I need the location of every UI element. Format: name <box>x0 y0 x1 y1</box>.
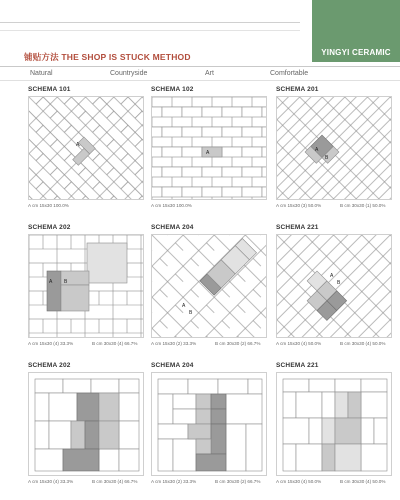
tab-comfortable: Comfortable <box>270 70 309 77</box>
brand-name: YINGYI CERAMIC <box>321 48 391 57</box>
schema-title: SCHEMA 204 <box>151 224 194 231</box>
schema-pattern <box>151 96 267 200</box>
schema-pattern <box>276 234 392 338</box>
schema-pattern <box>28 96 144 200</box>
page-heading: 铺贴方法 THE SHOP IS STUCK METHOD <box>24 52 191 62</box>
schema-title: SCHEMA 221 <box>276 362 319 369</box>
schema-caption-b: B cm 30x30 (4) 50.0% <box>340 341 386 346</box>
schema-pattern <box>151 234 267 338</box>
category-tabs <box>0 70 400 80</box>
schema-title: SCHEMA 201 <box>276 86 319 93</box>
schema-pattern <box>28 372 144 476</box>
schema-title: SCHEMA 204 <box>151 362 194 369</box>
schema-caption-a: A cm 15x30 (4) 33.3% <box>28 341 74 346</box>
schema-caption-b: B cm 30x30 (2) 66.7% <box>215 341 261 346</box>
schema-title: SCHEMA 202 <box>28 362 71 369</box>
tab-art: Art <box>205 70 214 77</box>
tile-label-a: A <box>206 150 210 156</box>
schema-pattern <box>276 372 392 476</box>
schema-title: SCHEMA 101 <box>28 86 71 93</box>
schema-caption-a: A cm 15x30 (4) 33.3% <box>28 479 74 484</box>
tile-label-a: A <box>49 279 53 285</box>
schema-caption-a: A cm 15x30 (4) 50.0% <box>276 479 322 484</box>
schema-caption-a: A cm 15x30 100.0% <box>151 203 192 208</box>
tile-label-a: A <box>76 142 80 148</box>
tile-label-b: B <box>325 155 329 161</box>
tile-label-a: A <box>315 147 319 153</box>
top-rule-2 <box>0 30 300 31</box>
tile-label-b: B <box>189 310 193 316</box>
top-rule <box>0 22 300 23</box>
schema-caption-b: B cm 30x30 (2) 66.7% <box>215 479 261 484</box>
tile-label-a: A <box>182 303 186 309</box>
tab-countryside: Countryside <box>110 70 148 77</box>
schema-caption-a: A cm 15x30 100.0% <box>28 203 69 208</box>
schema-caption-b: B cm 30x30 (4) 50.0% <box>340 479 386 484</box>
schema-pattern <box>28 234 144 338</box>
heading-rule <box>0 66 400 67</box>
schema-caption-b: B cm 30x30 (4) 66.7% <box>92 341 138 346</box>
tab-natural: Natural <box>30 70 53 77</box>
schema-caption-a: A cm 15x30 (2) 33.3% <box>151 341 197 346</box>
schema-caption-b: B cm 30x30 (4) 66.7% <box>92 479 138 484</box>
schema-caption-b: B cm 30x30 (1) 50.0% <box>340 203 386 208</box>
schema-caption-a: A cm 15x30 (2) 33.3% <box>151 479 197 484</box>
tile-label-a: A <box>330 273 334 279</box>
schema-caption-a: A cm 15x30 (4) 50.0% <box>276 341 322 346</box>
schema-title: SCHEMA 221 <box>276 224 319 231</box>
schema-caption-a: A cm 15x30 (3) 50.0% <box>276 203 322 208</box>
schema-title: SCHEMA 102 <box>151 86 194 93</box>
tile-label-b: B <box>337 280 341 286</box>
schema-title: SCHEMA 202 <box>28 224 71 231</box>
schema-pattern <box>151 372 267 476</box>
tile-label-b: B <box>64 279 68 285</box>
tabs-rule <box>0 80 400 81</box>
schema-pattern <box>276 96 392 200</box>
